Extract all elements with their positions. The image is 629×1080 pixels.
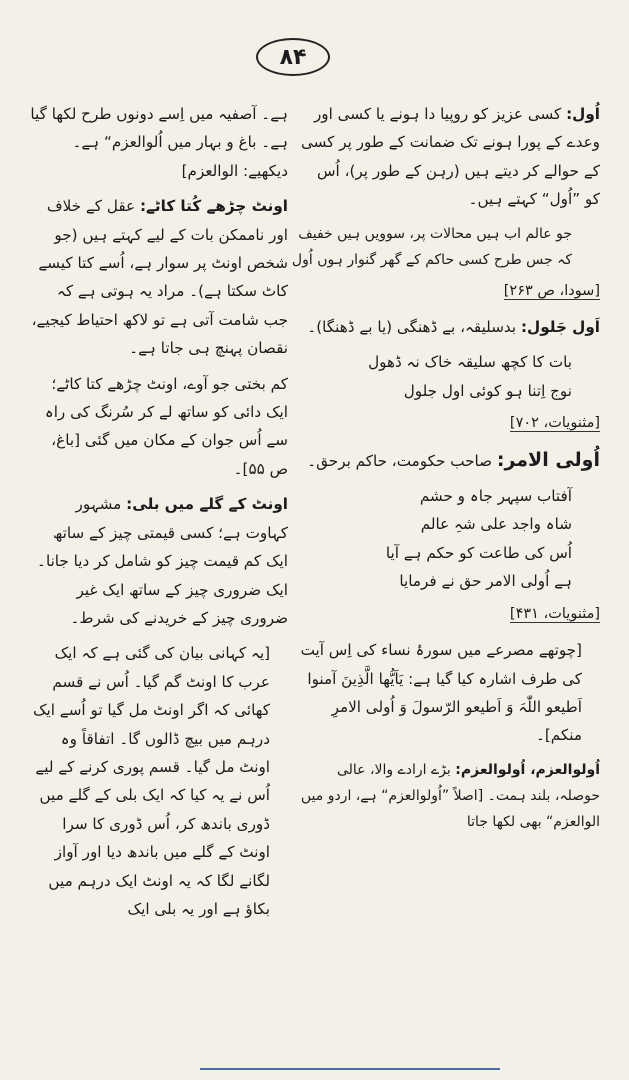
bottom-border-line xyxy=(200,1068,500,1070)
entry-head: اونٹ کے گلے میں بلی: xyxy=(126,495,288,514)
entry-head: اونٹ چڑھے کُتا کاٹے: xyxy=(139,197,288,216)
continued-text: ہے۔ آصفیہ میں اِسے دونوں طرح لکھا گیا ہے۔ باغ و بہار میں اُلوالعزم“ ہے۔ دیکھیے: الوالعزم] xyxy=(30,105,288,180)
verse-line: جو عالم اب ہیں محالات پر، سوویں ہیں خفیف xyxy=(298,225,572,242)
note: [چوتھے مصرعے میں سورۂ نساء کی اِس آیت کی طرف اشارہ کیا گیا ہے: یَاَیُّھا الَّذِینَ آمنوا اَطیعو اللّٰہَ وَ اَطیعو الرّسولَ وَ اُولی الامرِ منکم]۔ xyxy=(300,641,582,745)
entry-ulul-azm xyxy=(298,757,600,835)
entry-head: اُولی الامر: xyxy=(496,448,600,471)
note: [یہ کہانی بیان کی گئی ہے کہ ایک عرب کا اونٹ گم گیا۔ اُس نے قسم کھائی کہ اگر اونٹ مل گیا تو اُسے ایک درہم میں بیچ ڈالوں گا۔ اتفاقاً وہ اونٹ مل گیا۔ قسم پوری کرنے کے لیے اُس نے یہ کیا کہ ایک بلی کے گلے میں ڈوری باندھ کر، اُس ڈوری کا سرا اونٹ کے گلے میں باندھ دیا اور آواز لگانے لگا کہ یہ اونٹ ایک درہم میں بکاؤ ہے اور یہ بلی ایک xyxy=(32,644,270,918)
verse-line: ہے اُولی الامر حق نے فرمایا xyxy=(399,572,572,591)
verse-line: شاہ واجد علی شہِ عالم xyxy=(420,515,572,534)
entry-text: صاحب حکومت، حاکم برحق۔ xyxy=(307,451,493,470)
entry-uli-al-amr xyxy=(298,446,600,475)
entry-text: بدسلیقہ، بے ڈھنگی (یا بے ڈھنگا)۔ xyxy=(307,318,517,337)
reference-text: [مثنویات، ۴۳۱] xyxy=(509,605,600,622)
reference xyxy=(298,277,600,305)
verse xyxy=(291,221,600,273)
entry-unt-charhe xyxy=(30,192,288,362)
entry-text: کسی عزیز کو روپیا دا ہونے یا کسی اور وعدے کے پورا ہونے تک ضمانت کے طور پر کسی کے حوالے کر دیتے ہیں (رہن کے طور پر)، اُس کو ”اُول“ کہتے ہیں۔ xyxy=(300,105,600,209)
entry-awal-jalul xyxy=(298,313,600,341)
reference xyxy=(298,409,600,437)
entry-head: اَول جَلول: xyxy=(520,318,600,337)
verse-line: کہ جس طرح کسی حاکم کے گھر گنوار ہوں اُول xyxy=(291,251,572,268)
entry-text: مشہور کہاوت ہے؛ کسی قیمتی چیز کے ساتھ ایک کم قیمت چیز کو شامل کر دیا جانا۔ ایک ضروری چیز کے ساتھ ایک غیر ضروری چیز کے خریدنے کی شرط۔ xyxy=(37,495,288,627)
entry-head: اُول: xyxy=(566,105,600,123)
quote: کم بختی جو آوے، اونٹ چڑھے کتا کاٹے؛ ایک دائی کو ساتھ لے کر سُرنگ کی راہ سے اُس جوان کے مکان میں گئی [باغ، ص ۵۵]۔ xyxy=(44,374,288,478)
verse-line: آفتاب سپہر جاہ و حشم xyxy=(419,487,572,506)
entry-text: بڑے ارادے والا، عالی حوصلہ، بلند ہمت۔ [اصلاً ”اُولوالعزم“ ہے، اردو میں الوالعزم“ بھی لکھا جاتا xyxy=(300,761,600,830)
page-number: ۸۴ xyxy=(256,38,330,76)
verse-line: اُس کی طاعت کو حکم ہے آیا xyxy=(385,543,572,562)
reference xyxy=(298,600,600,628)
left-column xyxy=(30,100,288,1000)
entry-head: اُولوالعزم، اُولوالعزم: xyxy=(455,761,600,778)
verse xyxy=(298,482,600,596)
verse-line: نوج اِتنا ہو کوئی اول جلول xyxy=(403,381,572,400)
reference-text: [سودا، ص ۲۶۳] xyxy=(503,282,600,299)
entry-text: عقل کے خلاف اور ناممکن بات کے لیے کہتے ہیں (جو شخص اونٹ پر سوار ہے، اُسے کتا کیسے کاٹ سکتا ہے)۔ مراد یہ ہوتی ہے کہ جب شامت آتی ہے تو لاکھ احتیاط کیجیے، نقصان پہنچ ہی جاتا ہے۔ xyxy=(31,197,288,358)
entry-awal xyxy=(298,100,600,214)
right-column xyxy=(291,100,600,1000)
reference-text: [مثنویات، ۷۰۲] xyxy=(509,415,600,432)
verse xyxy=(298,348,600,405)
verse-line: بات کا کچھ سلیقہ خاک نہ ڈھول xyxy=(368,353,572,372)
entry-unt-ke-gale xyxy=(30,490,288,632)
